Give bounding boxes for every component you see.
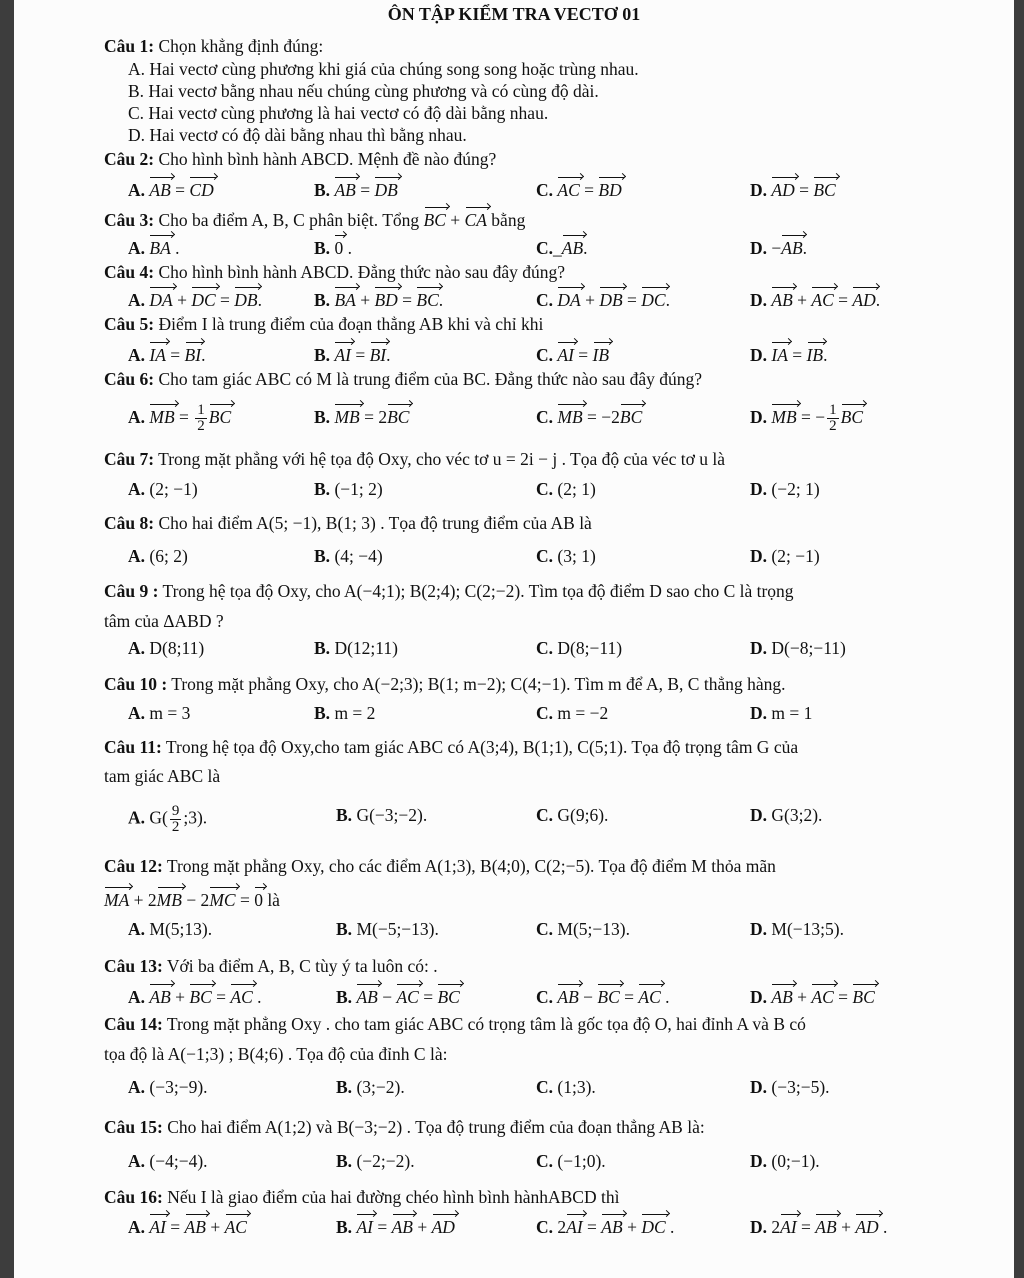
question-5: Câu 5: Điểm I là trung điểm của đoạn thẳng AB khi và chỉ khi xyxy=(104,314,544,334)
q4-option-a: A. DA + DC = DB. xyxy=(128,285,262,311)
question-8: Câu 8: Cho hai điểm A(5; −1), B(1; 3) . Tọa độ trung điểm của AB là xyxy=(104,513,592,533)
q11-option-b: B. G(−3;−2). xyxy=(336,805,428,825)
q3-option-b: B. 0 . xyxy=(314,233,352,259)
q13-option-c: C. AB − BC = AC . xyxy=(536,982,670,1008)
q9-option-d: D. D(−8;−11) xyxy=(750,638,846,658)
q6-option-b: B. MB = 2BC xyxy=(314,402,409,428)
q7-option-a: A. (2; −1) xyxy=(128,479,198,499)
q16-option-a: A. AI = AB + AC xyxy=(128,1212,247,1238)
q15-option-c: C. (−1;0). xyxy=(536,1151,606,1171)
question-9: Câu 9 : Trong hệ tọa độ Oxy, cho A(−4;1); B(2;4); C(2;−2). Tìm tọa độ điểm D sao cho C là trọng xyxy=(104,581,794,601)
q1-option-d: D. Hai vectơ có độ dài bằng nhau thì bằng nhau. xyxy=(128,125,467,145)
q12-option-b: B. M(−5;−13). xyxy=(336,919,439,939)
q16-option-b: B. AI = AB + AD xyxy=(336,1212,455,1238)
q13-option-d: D. AB + AC = BC xyxy=(750,982,875,1008)
q6-option-c: C. MB = −2BC xyxy=(536,402,642,428)
question-12: Câu 12: Trong mặt phẳng Oxy, cho các điểm A(1;3), B(4;0), C(2;−5). Tọa độ điểm M thỏa mãn xyxy=(104,856,776,876)
q4-option-b: B. BA + BD = BC. xyxy=(314,285,443,311)
q10-option-d: D. m = 1 xyxy=(750,703,813,723)
q12-option-c: C. M(5;−13). xyxy=(536,919,630,939)
q5-option-d: D. IA = IB. xyxy=(750,340,827,366)
q5-option-b: B. AI = BI. xyxy=(314,340,391,366)
question-14: Câu 14: Trong mặt phẳng Oxy . cho tam giác ABC có trọng tâm là gốc tọa độ O, hai đỉnh A và B có xyxy=(104,1014,806,1034)
q9-option-b: B. D(12;11) xyxy=(314,638,398,658)
page-title: ÔN TẬP KIỂM TRA VECTƠ 01 xyxy=(387,4,641,24)
q16-option-d: D. 2AI = AB + AD . xyxy=(750,1212,887,1238)
q1-option-a: A. Hai vectơ cùng phương khi giá của chúng song song hoặc trùng nhau. xyxy=(128,59,639,79)
q14-option-a: A. (−3;−9). xyxy=(128,1077,208,1097)
question-2: Câu 2: Cho hình bình hành ABCD. Mệnh đề nào đúng? xyxy=(104,149,497,169)
question-15: Câu 15: Cho hai điểm A(1;2) và B(−3;−2) . Tọa độ trung điểm của đoạn thẳng AB là: xyxy=(104,1117,705,1137)
q7-option-c: C. (2; 1) xyxy=(536,479,596,499)
q7-option-b: B. (−1; 2) xyxy=(314,479,383,499)
q11-option-a: A. G( $\frac{9}{2}$ ;3). xyxy=(128,803,208,835)
q12-option-d: D. M(−13;5). xyxy=(750,919,844,939)
q14-option-b: B. (3;−2). xyxy=(336,1077,405,1097)
q15-option-d: D. (0;−1). xyxy=(750,1151,820,1171)
q10-option-a: A. m = 3 xyxy=(128,703,191,723)
q4-option-c: C. DA + DB = DC. xyxy=(536,285,670,311)
q14-option-c: C. (1;3). xyxy=(536,1077,596,1097)
q10-option-b: B. m = 2 xyxy=(314,703,376,723)
q10-option-c: C. m = −2 xyxy=(536,703,609,723)
q2-option-b: B. AB = DB xyxy=(314,175,398,201)
q11-option-c: C. G(9;6). xyxy=(536,805,609,825)
q8-option-c: C. (3; 1) xyxy=(536,546,596,566)
q2-option-c: C. AC = BD xyxy=(536,175,622,201)
question-12-equation: MA + 2MB − 2MC = 0 là xyxy=(104,885,280,911)
q5-option-a: A. IA = BI. xyxy=(128,340,205,366)
q8-option-b: B. (4; −4) xyxy=(314,546,383,566)
question-16: Câu 16: Nếu I là giao điểm của hai đường chéo hình bình hànhABCD thì xyxy=(104,1187,620,1207)
question-7: Câu 7: Trong mặt phẳng với hệ tọa độ Oxy, cho véc tơ u = 2i − j . Tọa độ của véc tơ u là xyxy=(104,449,726,469)
q6-option-d: D. MB = − $\frac{1}{2}$ BC xyxy=(750,402,864,435)
q13-option-a: A. AB + BC = AC . xyxy=(128,982,262,1008)
question-9-cont: tâm của ΔABD ? xyxy=(104,611,224,631)
q3-option-c: C._AB. xyxy=(536,233,588,259)
q8-option-a: A. (6; 2) xyxy=(128,546,188,566)
q6-option-a: A. MB = $\frac{1}{2}$ BC xyxy=(128,402,232,435)
question-11: Câu 11: Trong hệ tọa độ Oxy,cho tam giác ABC có A(3;4), B(1;1), C(5;1). Tọa độ trọng tâm G của xyxy=(104,737,799,757)
q2-option-d: D. AD = BC xyxy=(750,175,836,201)
q9-option-a: A. D(8;11) xyxy=(128,638,205,658)
q8-option-d: D. (2; −1) xyxy=(750,546,820,566)
q3-option-d: D. −AB. xyxy=(750,233,807,259)
q1-option-b: B. Hai vectơ bằng nhau nếu chúng cùng phương và có cùng độ dài. xyxy=(128,81,599,101)
question-1: Câu 1: Chọn khẳng định đúng: xyxy=(104,36,324,56)
question-6: Câu 6: Cho tam giác ABC có M là trung điểm của BC. Đẳng thức nào sau đây đúng? xyxy=(104,369,703,389)
q14-option-d: D. (−3;−5). xyxy=(750,1077,830,1097)
q13-option-b: B. AB − AC = BC xyxy=(336,982,460,1008)
q12-option-a: A. M(5;13). xyxy=(128,919,213,939)
question-11-cont: tam giác ABC là xyxy=(104,766,221,786)
q9-option-c: C. D(8;−11) xyxy=(536,638,623,658)
q16-option-c: C. 2AI = AB + DC . xyxy=(536,1212,674,1238)
q7-option-d: D. (−2; 1) xyxy=(750,479,820,499)
q15-option-a: A. (−4;−4). xyxy=(128,1151,208,1171)
question-4: Câu 4: Cho hình bình hành ABCD. Đẳng thức nào sau đây đúng? xyxy=(104,262,566,282)
q2-option-a: A. AB = CD xyxy=(128,175,214,201)
question-10: Câu 10 : Trong mặt phẳng Oxy, cho A(−2;3); B(1; m−2); C(4;−1). Tìm m để A, B, C thẳng hàng. xyxy=(104,674,786,694)
question-13: Câu 13: Với ba điểm A, B, C tùy ý ta luôn có: . xyxy=(104,956,438,976)
q15-option-b: B. (−2;−2). xyxy=(336,1151,415,1171)
exam-page xyxy=(14,0,1014,1278)
q5-option-c: C. AI = IB xyxy=(536,340,609,366)
q3-option-a: A. BA . xyxy=(128,233,180,259)
q1-option-c: C. Hai vectơ cùng phương là hai vectơ có độ dài bằng nhau. xyxy=(128,103,549,123)
question-3: Câu 3: Cho ba điểm A, B, C phân biệt. Tổng BC + CA bằng xyxy=(104,205,525,231)
question-14-cont: tọa độ là A(−1;3) ; B(4;6) . Tọa độ của đỉnh C là: xyxy=(104,1044,448,1064)
q4-option-d: D. AB + AC = AD. xyxy=(750,285,880,311)
q11-option-d: D. G(3;2). xyxy=(750,805,823,825)
